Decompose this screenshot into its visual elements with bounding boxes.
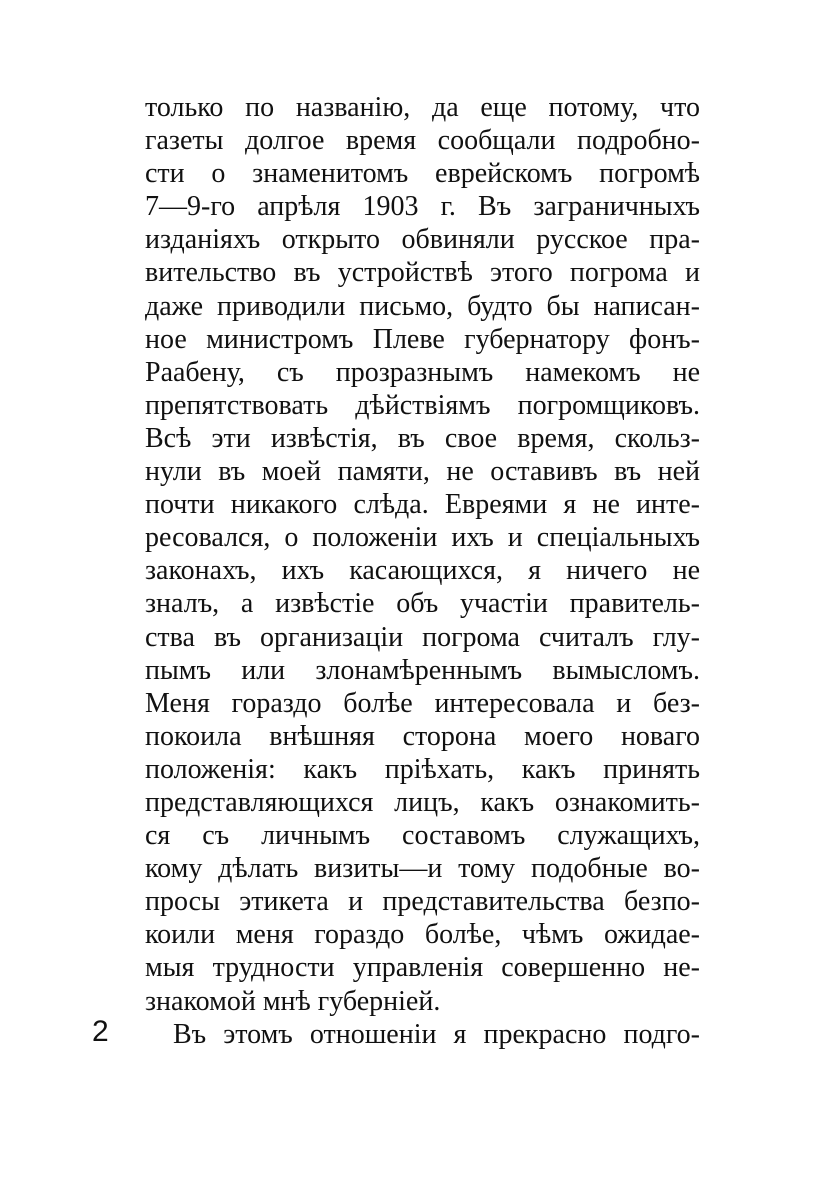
text-line: мыя трудности управленія совершенно не- xyxy=(145,952,700,984)
text-line: кому дѣлать визиты—и тому подобные во- xyxy=(145,853,700,885)
text-line: законахъ, ихъ касающихся, я ничего не xyxy=(145,555,700,587)
text-line: ресовался, о положеніи ихъ и спеціальныхъ xyxy=(145,522,700,554)
text-line: Раабену, съ прозразнымъ намекомъ не xyxy=(145,356,700,388)
text-line: просы этикета и представительства безпо- xyxy=(145,886,700,918)
text-line: Въ этомъ отношеніи я прекрасно подго- xyxy=(173,1018,700,1050)
page-number: 2 xyxy=(92,1015,109,1048)
text-line: ства въ организаціи погрома считалъ глу- xyxy=(145,621,700,653)
body-text xyxy=(145,91,700,1051)
text-line: коили меня гораздо болѣе, чѣмъ ожидае- xyxy=(145,919,700,951)
text-line: ся съ личнымъ составомъ служащихъ, xyxy=(145,820,700,852)
text-line: покоила внѣшняя сторона моего новаго xyxy=(145,720,700,752)
text-line: зналъ, а извѣстіе объ участіи правитель- xyxy=(145,588,700,620)
text-line: изданіяхъ открыто обвиняли русское пра- xyxy=(145,224,700,256)
text-line: даже приводили письмо, будто бы написан- xyxy=(145,290,700,322)
text-line: Меня гораздо болѣе интересовала и без- xyxy=(145,687,700,719)
text-line: вительство въ устройствѣ этого погрома и xyxy=(145,257,700,289)
text-line: нули въ моей памяти, не оставивъ въ ней xyxy=(145,456,700,488)
text-line: препятствовать дѣйствіямъ погромщиковъ. xyxy=(145,389,700,421)
text-line: только по названію, да еще потому, что xyxy=(145,92,700,123)
text-line: Всѣ эти извѣстія, въ свое время, скольз- xyxy=(145,422,700,454)
text-line: ное министромъ Плеве губернатору фонъ- xyxy=(145,323,700,355)
text-line: положенія: какъ пріѣхать, какъ принять xyxy=(145,753,700,785)
text-line: пымъ или злонамѣреннымъ вымысломъ. xyxy=(145,654,700,686)
text-line: почти никакого слѣда. Евреями я не инте- xyxy=(145,489,700,521)
text-line: 7—9-го апрѣля 1903 г. Въ заграничныхъ xyxy=(145,191,700,223)
text-line: знакомой мнѣ губерніей. xyxy=(145,985,441,1017)
text-line: представляющихся лицъ, какъ ознакомить- xyxy=(145,786,700,818)
text-line: газеты долгое время сообщали подробно- xyxy=(145,125,700,157)
text-line: сти о знаменитомъ еврейскомъ погромѣ xyxy=(145,158,700,190)
